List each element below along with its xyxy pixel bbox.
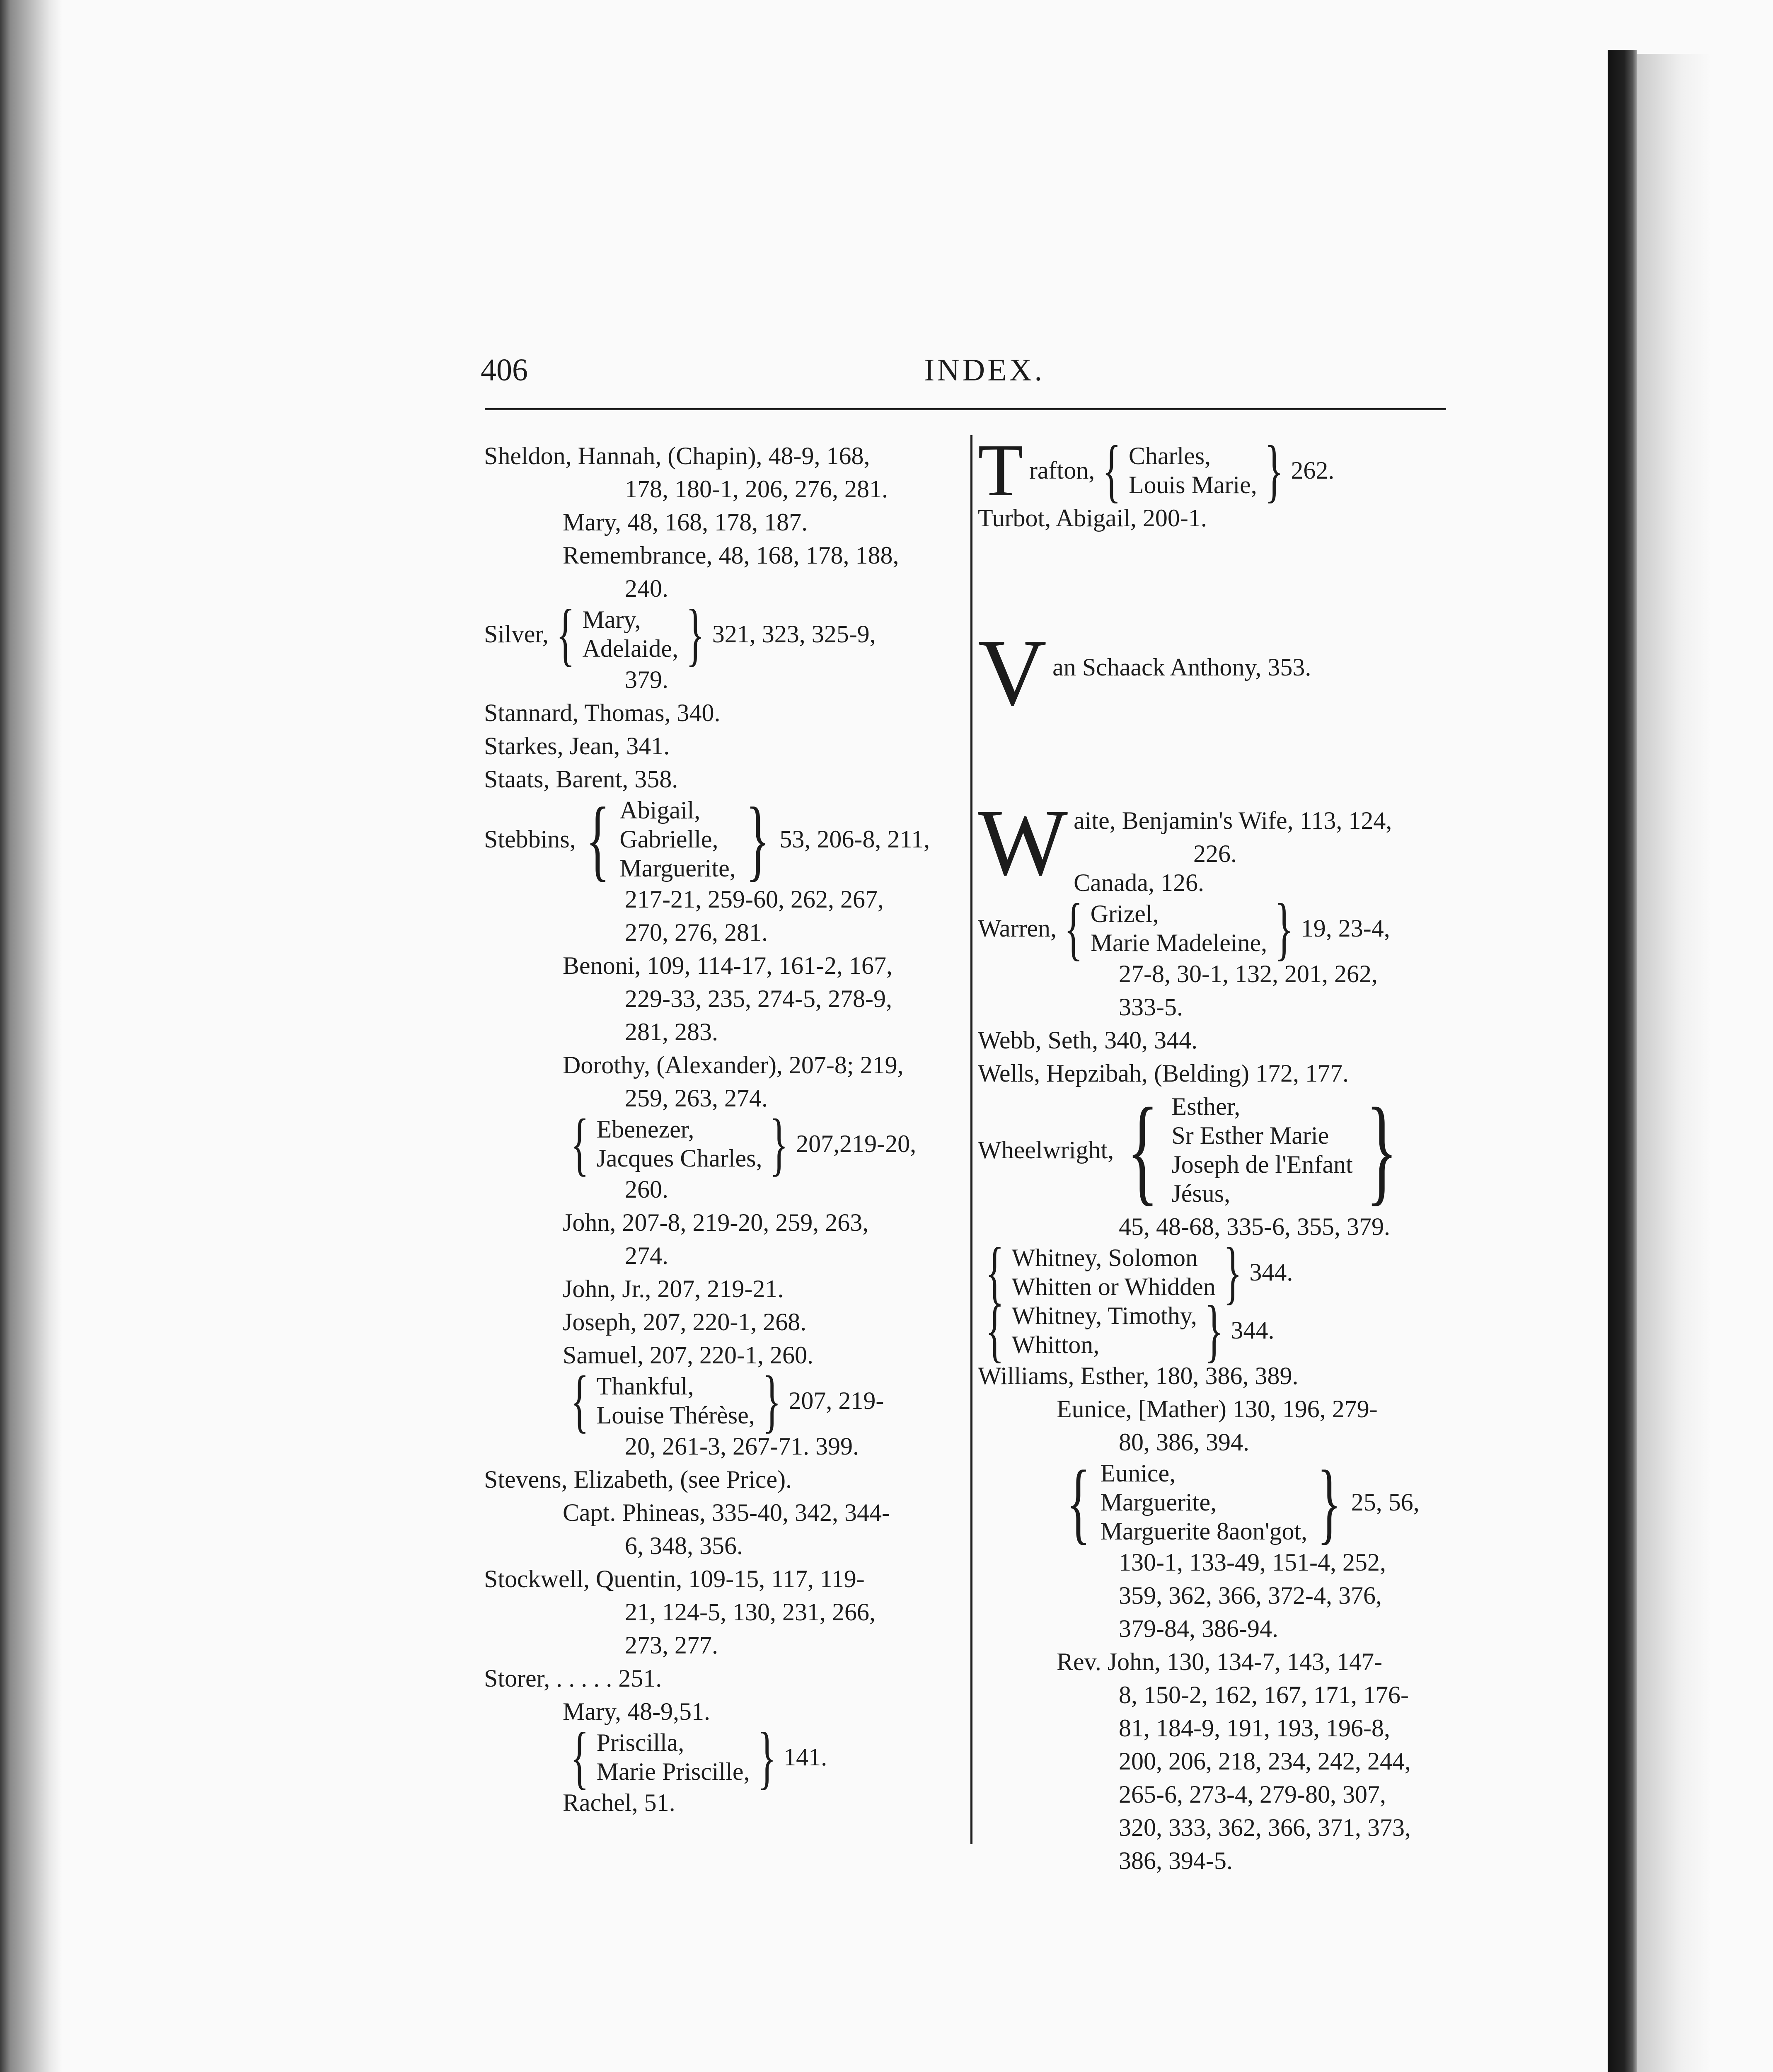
open-brace: { bbox=[1127, 1083, 1159, 1216]
index-entry-continuation: 379-84, 386-94. bbox=[1119, 1615, 1278, 1642]
index-subentry: Mary, 48, 168, 178, 187. bbox=[563, 508, 808, 536]
index-subentry: Eunice, [Mather) 130, 196, 279- bbox=[1057, 1395, 1378, 1423]
index-entry-continuation: 260. bbox=[625, 1176, 668, 1203]
index-entry-continuation: 226. bbox=[1193, 840, 1237, 867]
index-entry-bracketed bbox=[978, 1291, 1446, 1369]
bracketed-name: Grizel, bbox=[1090, 900, 1159, 927]
drop-cap: T bbox=[978, 429, 1023, 511]
drop-cap: W bbox=[978, 789, 1068, 895]
entry-pages: 262. bbox=[1291, 457, 1335, 484]
index-entry: aite, Benjamin's Wife, 113, 124, bbox=[1074, 807, 1392, 834]
entry-pages: 25, 56, bbox=[1351, 1489, 1420, 1516]
index-column-right bbox=[978, 429, 1446, 1877]
index-subentry: John, 207-8, 219-20, 259, 263, bbox=[563, 1209, 869, 1236]
close-brace: } bbox=[1366, 1083, 1398, 1216]
index-subentry: Capt. Phineas, 335-40, 342, 344- bbox=[563, 1499, 890, 1526]
index-entry: Storer, . . . . . 251. bbox=[484, 1665, 662, 1692]
index-subentry: Canada, 126. bbox=[1074, 869, 1205, 896]
index-entry-continuation: 386, 394-5. bbox=[1119, 1847, 1233, 1874]
close-brace: } bbox=[1275, 889, 1294, 967]
index-subentry: Rev. John, 130, 134-7, 143, 147- bbox=[1057, 1648, 1383, 1675]
entry-pages: 207, 219- bbox=[789, 1387, 884, 1414]
close-brace: } bbox=[1223, 1233, 1242, 1311]
bracketed-name: Whitney, Solomon bbox=[1011, 1244, 1198, 1271]
entry-label: rafton, bbox=[1029, 457, 1095, 484]
bracketed-name: Priscilla, bbox=[596, 1729, 685, 1756]
entry-label: Stebbins, bbox=[484, 825, 576, 853]
index-entry-continuation: 130-1, 133-49, 151-4, 252, bbox=[1119, 1549, 1386, 1576]
bracketed-name: Marguerite, bbox=[619, 854, 736, 882]
index-entry-continuation: 379. bbox=[625, 666, 668, 693]
index-column-left bbox=[484, 439, 960, 1819]
entry-label: Silver, bbox=[484, 620, 549, 648]
bracketed-name: Mary, bbox=[582, 606, 641, 633]
bracketed-name: Gabrielle, bbox=[619, 825, 718, 853]
index-entry-continuation: 6, 348, 356. bbox=[625, 1532, 743, 1559]
index-entry-continuation: 265-6, 273-4, 279-80, 307, bbox=[1119, 1781, 1386, 1808]
index-entry-continuation: 229-33, 235, 274-5, 278-9, bbox=[625, 985, 892, 1012]
index-entry: Stockwell, Quentin, 109-15, 117, 119- bbox=[484, 1565, 865, 1593]
index-subentry: Dorothy, (Alexander), 207-8; 219, bbox=[563, 1051, 904, 1079]
page-edge bbox=[1637, 54, 1711, 2072]
index-entry-continuation: 333-5. bbox=[1119, 993, 1183, 1021]
section-gap bbox=[978, 535, 1446, 630]
close-brace: } bbox=[769, 1105, 789, 1183]
index-entry-continuation: 200, 206, 218, 234, 242, 244, bbox=[1119, 1748, 1411, 1775]
close-brace: } bbox=[757, 1718, 776, 1796]
index-entry: Stannard, Thomas, 340. bbox=[484, 699, 721, 726]
entry-pages: 344. bbox=[1249, 1259, 1293, 1286]
index-subentry: John, Jr., 207, 219-21. bbox=[563, 1275, 784, 1302]
index-entry: Wells, Hepzibah, (Belding) 172, 177. bbox=[978, 1060, 1349, 1087]
bracketed-name: Jacques Charles, bbox=[596, 1145, 762, 1172]
index-entry: Starkes, Jean, 341. bbox=[484, 732, 670, 760]
open-brace: { bbox=[1064, 889, 1083, 967]
index-entry-bracketed bbox=[484, 595, 960, 673]
bracketed-name: Louis Marie, bbox=[1128, 471, 1257, 499]
open-brace: { bbox=[570, 1105, 589, 1183]
drop-cap: V bbox=[978, 620, 1047, 725]
index-entry: an Schaack Anthony, 353. bbox=[1052, 654, 1311, 681]
bracketed-name: Jésus, bbox=[1171, 1180, 1231, 1207]
index-subentry: Joseph, 207, 220-1, 268. bbox=[563, 1308, 807, 1336]
index-entry: Sheldon, Hannah, (Chapin), 48-9, 168, bbox=[484, 442, 870, 470]
index-subentry-bracketed bbox=[978, 1452, 1446, 1553]
index-entry: Webb, Seth, 340, 344. bbox=[978, 1026, 1198, 1054]
bracketed-name: Esther, bbox=[1171, 1093, 1241, 1120]
entry-pages: 321, 323, 325-9, bbox=[712, 620, 876, 648]
index-subentry: Mary, 48-9,51. bbox=[563, 1698, 711, 1725]
open-brace: { bbox=[985, 1233, 1004, 1311]
index-entry-continuation: 27-8, 30-1, 132, 201, 262, bbox=[1119, 960, 1378, 988]
index-subentry: Remembrance, 48, 168, 178, 188, bbox=[563, 542, 899, 569]
index-entry-continuation: 8, 150-2, 162, 167, 171, 176- bbox=[1119, 1681, 1409, 1709]
index-entry: Williams, Esther, 180, 386, 389. bbox=[978, 1362, 1299, 1389]
index-entry-bracketed bbox=[978, 1083, 1446, 1216]
index-entry-bracketed bbox=[978, 429, 1446, 511]
bracketed-name: Whitney, Timothy, bbox=[1011, 1302, 1197, 1329]
index-entry-continuation: 320, 333, 362, 366, 371, 373, bbox=[1119, 1814, 1411, 1841]
bracketed-name: Joseph de l'Enfant bbox=[1171, 1151, 1353, 1178]
section-gap bbox=[978, 709, 1446, 800]
bracketed-name: Eunice, bbox=[1100, 1460, 1176, 1487]
open-brace: { bbox=[556, 595, 575, 673]
entry-pages: 207,219-20, bbox=[796, 1130, 917, 1157]
entry-label: Warren, bbox=[978, 915, 1057, 942]
index-entry-continuation: 81, 184-9, 191, 193, 196-8, bbox=[1119, 1714, 1390, 1742]
bracketed-name: Whitton, bbox=[1011, 1331, 1100, 1358]
entry-pages: 19, 23-4, bbox=[1301, 915, 1390, 942]
close-brace: } bbox=[762, 1362, 781, 1440]
close-brace: } bbox=[686, 595, 705, 673]
entry-pages: 53, 206-8, 211, bbox=[779, 825, 930, 853]
open-brace: { bbox=[985, 1291, 1004, 1369]
index-entry-continuation: 217-21, 259-60, 262, 267, bbox=[625, 886, 884, 913]
index-entry-continuation: 259, 263, 274. bbox=[625, 1084, 768, 1112]
bracketed-name: Marguerite, bbox=[1100, 1489, 1217, 1516]
page-number: 406 bbox=[481, 353, 528, 387]
index-entry: Stevens, Elizabeth, (see Price). bbox=[484, 1466, 792, 1493]
open-brace: { bbox=[570, 1362, 589, 1440]
header-rule bbox=[485, 408, 1446, 410]
bracketed-name: Abigail, bbox=[619, 796, 701, 824]
bracketed-name: Louise Thérèse, bbox=[596, 1402, 755, 1429]
scan-shadow-left bbox=[0, 0, 62, 2072]
book-spine-shadow bbox=[1608, 50, 1637, 2072]
close-brace: } bbox=[1265, 431, 1284, 509]
index-entry-continuation: 21, 124-5, 130, 231, 266, bbox=[625, 1598, 876, 1626]
bracketed-name: Ebenezer, bbox=[596, 1116, 694, 1143]
index-entry-bracketed bbox=[978, 889, 1446, 967]
index-entry-continuation: 281, 283. bbox=[625, 1018, 718, 1046]
index-entry-continuation: 80, 386, 394. bbox=[1119, 1428, 1249, 1456]
index-entry-continuation: 359, 362, 366, 372-4, 376, bbox=[1119, 1582, 1382, 1609]
index-subentry: Rachel, 51. bbox=[563, 1789, 675, 1816]
open-brace: { bbox=[585, 789, 610, 890]
bracketed-name: Marguerite 8aon'got, bbox=[1100, 1518, 1308, 1545]
index-entry-continuation: 20, 261-3, 267-71. 399. bbox=[625, 1433, 859, 1460]
index-subentry-bracketed bbox=[484, 1362, 960, 1440]
bracketed-name: Whitten or Whidden bbox=[1011, 1273, 1216, 1300]
index-subentry-bracketed bbox=[484, 1105, 960, 1183]
index-entry: Staats, Barent, 358. bbox=[484, 765, 678, 793]
bracketed-name: Thankful, bbox=[596, 1372, 694, 1400]
close-brace: } bbox=[745, 789, 770, 890]
entry-pages: 344. bbox=[1231, 1317, 1275, 1344]
index-entry-continuation: 240. bbox=[625, 575, 668, 602]
index-entry-continuation: 270, 276, 281. bbox=[625, 919, 768, 946]
column-divider bbox=[970, 435, 972, 1844]
bracketed-name: Adelaide, bbox=[582, 635, 679, 662]
close-brace: } bbox=[1205, 1291, 1224, 1369]
index-entry-continuation: 178, 180-1, 206, 276, 281. bbox=[625, 475, 888, 503]
index-entry-bracketed bbox=[484, 789, 960, 890]
bracketed-name: Marie Priscille, bbox=[596, 1758, 750, 1785]
index-entry-continuation: 273, 277. bbox=[625, 1631, 718, 1659]
index-section-v bbox=[978, 620, 1446, 725]
bracketed-name: Charles, bbox=[1128, 442, 1211, 470]
index-entry-continuation: 45, 48-68, 335-6, 355, 379. bbox=[1119, 1213, 1390, 1240]
index-subentry: Samuel, 207, 220-1, 260. bbox=[563, 1341, 813, 1369]
open-brace: { bbox=[1102, 431, 1121, 509]
open-brace: { bbox=[1066, 1452, 1091, 1553]
index-entry: Turbot, Abigail, 200-1. bbox=[978, 504, 1207, 532]
page-title: INDEX. bbox=[924, 353, 1045, 387]
index-entry-continuation: 274. bbox=[625, 1242, 668, 1269]
bracketed-name: Sr Esther Marie bbox=[1171, 1122, 1329, 1149]
entry-pages: 141. bbox=[784, 1743, 827, 1771]
index-subentry-bracketed bbox=[484, 1718, 960, 1796]
close-brace: } bbox=[1317, 1452, 1342, 1553]
bracketed-name: Marie Madeleine, bbox=[1090, 929, 1267, 956]
entry-label: Wheelwright, bbox=[978, 1136, 1114, 1164]
index-subentry: Benoni, 109, 114-17, 161-2, 167, bbox=[563, 952, 893, 979]
open-brace: { bbox=[570, 1718, 589, 1796]
